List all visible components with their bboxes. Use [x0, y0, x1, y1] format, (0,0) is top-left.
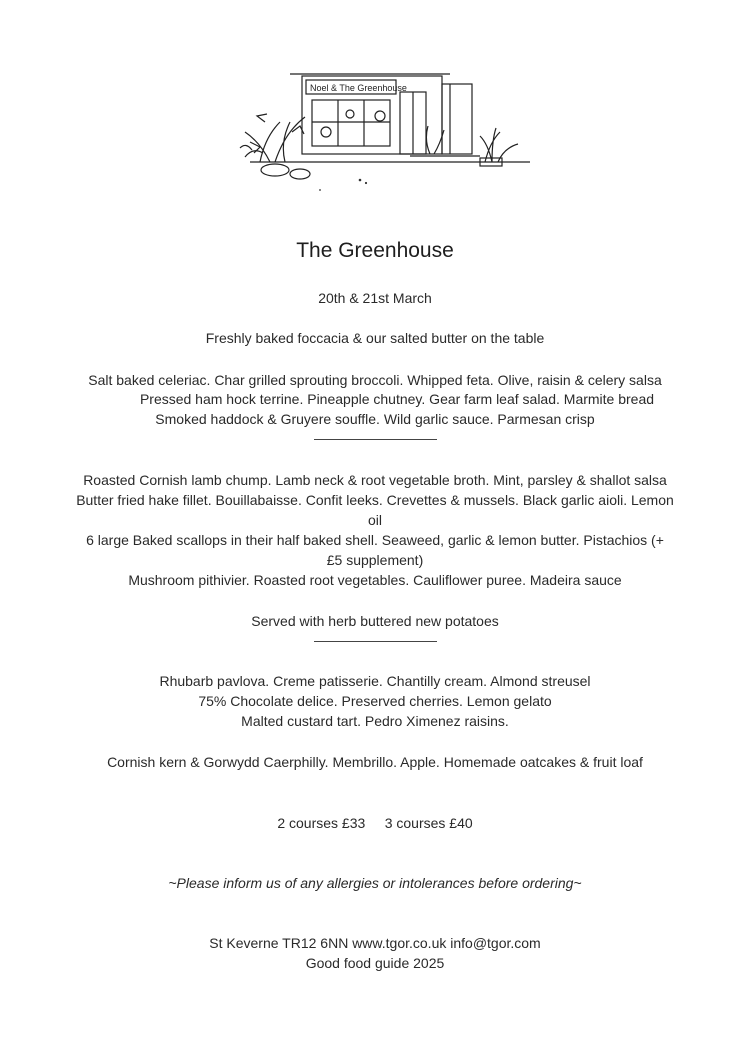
side-note: Served with herb buttered new potatoes	[251, 613, 499, 629]
allergy-note: ~Please inform us of any allergies or intolerances before ordering~	[168, 875, 582, 891]
cheese-course: Cornish kern & Gorwydd Caerphilly. Membrillo. Apple. Homemade oatcakes & fruit loaf	[107, 754, 643, 770]
dessert-item: Malted custard tart. Pedro Ximenez raisins.	[241, 713, 509, 729]
dessert-item: Rhubarb pavlova. Creme patisserie. Chantilly cream. Almond streusel	[159, 673, 591, 689]
greenhouse-sketch-illustration	[230, 62, 540, 194]
dessert-item: 75% Chocolate delice. Preserved cherries. Lemon gelato	[198, 693, 552, 709]
main-item: Roasted Cornish lamb chump. Lamb neck & root vegetable broth. Mint, parsley & shallot salsa	[83, 472, 667, 488]
sketch-sign: Noel & The Greenhouse	[310, 83, 407, 93]
footer-award: Good food guide 2025	[305, 955, 445, 971]
main-item: Butter fried hake fillet. Bouillabaisse. Confit leeks. Crevettes & mussels. Black garlic aioli. Lemon	[76, 492, 674, 508]
restaurant-title: The Greenhouse	[296, 239, 454, 262]
section-divider	[314, 439, 437, 440]
main-item-continued: £5 supplement)	[326, 552, 424, 568]
footer-address: St Keverne TR12 6NN www.tgor.co.uk info@tgor.com	[209, 935, 541, 951]
course-prices: 2 courses £33 3 courses £40	[277, 815, 473, 831]
starter-item: Smoked haddock & Gruyere souffle. Wild garlic sauce. Parmesan crisp	[155, 411, 595, 427]
main-item: Mushroom pithivier. Roasted root vegetables. Cauliflower puree. Madeira sauce	[128, 572, 622, 588]
bread-note: Freshly baked foccacia & our salted butter on the table	[205, 330, 545, 346]
main-item: 6 large Baked scallops in their half baked shell. Seaweed, garlic & lemon butter. Pistachios (+	[86, 532, 664, 548]
starter-item: Pressed ham hock terrine. Pineapple chutney. Gear farm leaf salad. Marmite bread	[139, 391, 655, 407]
section-divider	[314, 641, 437, 642]
menu-date: 20th & 21st March	[318, 290, 432, 306]
main-item-continued: oil	[367, 512, 382, 528]
starter-item: Salt baked celeriac. Char grilled sprouting broccoli. Whipped feta. Olive, raisin & celery salsa	[88, 372, 662, 388]
